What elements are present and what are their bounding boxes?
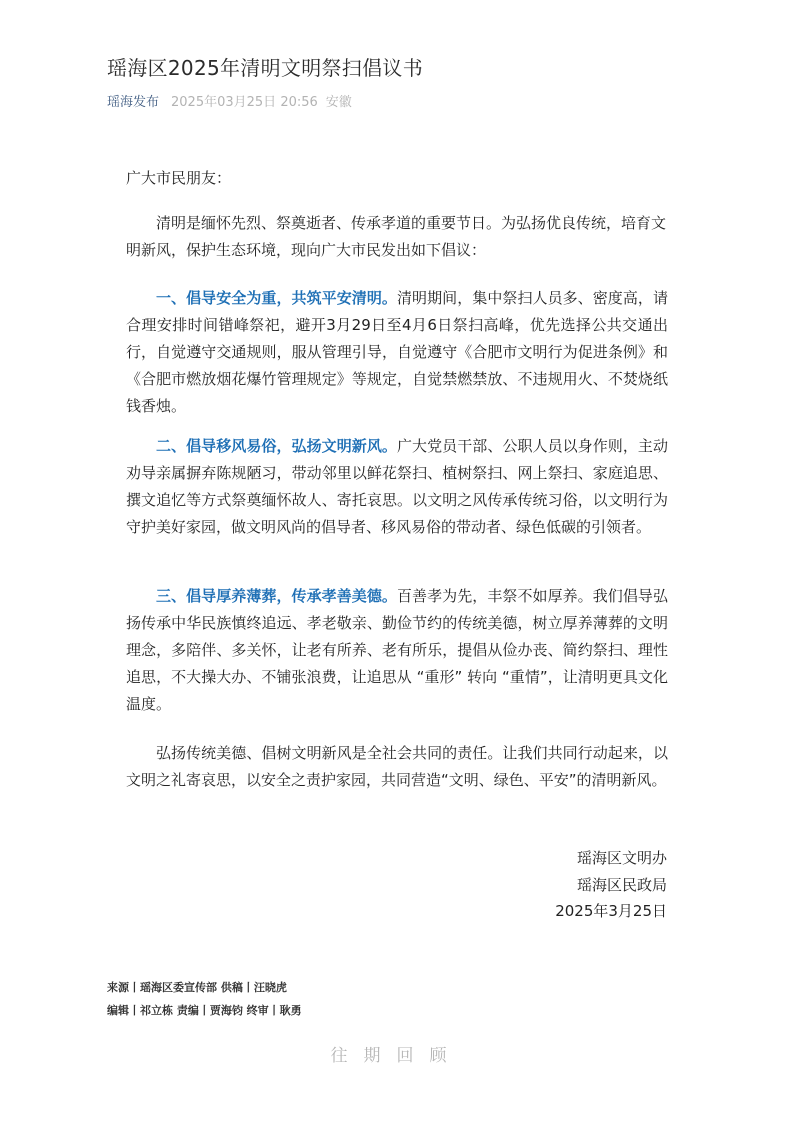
- section-heading-1: 一、倡导安全为重，共筑平安清明。: [156, 289, 397, 307]
- author-link[interactable]: 瑶海发布: [107, 95, 160, 110]
- section-paragraph-1: [126, 285, 668, 420]
- section-paragraph-3: [126, 583, 668, 718]
- section-heading-2: 二、倡导移风易俗，弘扬文明新风。: [156, 437, 397, 455]
- credits-source: 来源丨瑶海区委宣传部 供稿丨汪晓虎: [107, 981, 287, 994]
- signature-org-1: 瑶海区文明办: [576, 849, 667, 867]
- publish-region: 安徽: [325, 95, 352, 110]
- intro-paragraph: 清明是缅怀先烈、祭奠逝者、传承孝道的重要节日。为弘扬优良传统，培育文明新风，保护生态环境，现向广大市民发出如下倡议：: [126, 214, 667, 259]
- section-body-3: 百善孝为先，丰祭不如厚养。我们倡导弘扬传承中华民族慎终追远、孝老敬亲、勤俭节约的传统美德，树立厚养薄葬的文明理念，多陪伴、多关怀，让老有所养、老有所乐，提倡从俭办丧、简约祭扫、理性追思，不大操大办、不铺张浪费，让追思从 “重形” 转向 “重情”，让清明更具文化温度。: [126, 587, 668, 713]
- section-body-2: 广大党员干部、公职人员以身作则，主动劝导亲属摒弃陈规陋习，带动邻里以鲜花祭扫、植树祭扫、网上祭扫、家庭追思、撰文追忆等方式祭奠缅怀故人、寄托哀思。以文明之风传承传统习俗，以文明行为守护美好家园，做文明风尚的倡导者、移风易俗的带动者、绿色低碳的引领者。: [126, 437, 668, 536]
- greeting: 广大市民朋友：: [126, 169, 232, 187]
- section-paragraph-2: [126, 433, 668, 541]
- credits-editors: 编辑丨祁立栋 责编丨贾海钧 终审丨耿勇: [107, 1004, 302, 1017]
- publish-datetime: 2025年03月25日 20:56: [171, 95, 318, 110]
- past-review-link[interactable]: 往期回顾: [330, 1046, 463, 1066]
- signature-org-2: 瑶海区民政局: [576, 876, 667, 894]
- section-body-1: 清明期间，集中祭扫人员多、密度高，请合理安排时间错峰祭祀，避开3月29日至4月6日祭扫高峰，优先选择公共交通出行，自觉遵守交通规则，服从管理引导，自觉遵守《合肥市文明行为促进条例》和《合肥市燃放烟花爆竹管理规定》等规定，自觉禁燃禁放、不违规用火、不焚烧纸钱香烛。: [126, 289, 668, 415]
- section-heading-3: 三、倡导厚养薄葬，传承孝善美德。: [156, 587, 397, 605]
- closing-paragraph: 弘扬传统美德、倡树文明新风是全社会共同的责任。让我们共同行动起来，以文明之礼寄哀思，以安全之责护家园，共同营造“文明、绿色、平安”的清明新风。: [126, 744, 668, 789]
- article-title: 瑶海区2025年清明文明祭扫倡议书: [107, 56, 423, 80]
- article-meta: [107, 93, 352, 113]
- signature-date: 2025年3月25日: [555, 902, 667, 920]
